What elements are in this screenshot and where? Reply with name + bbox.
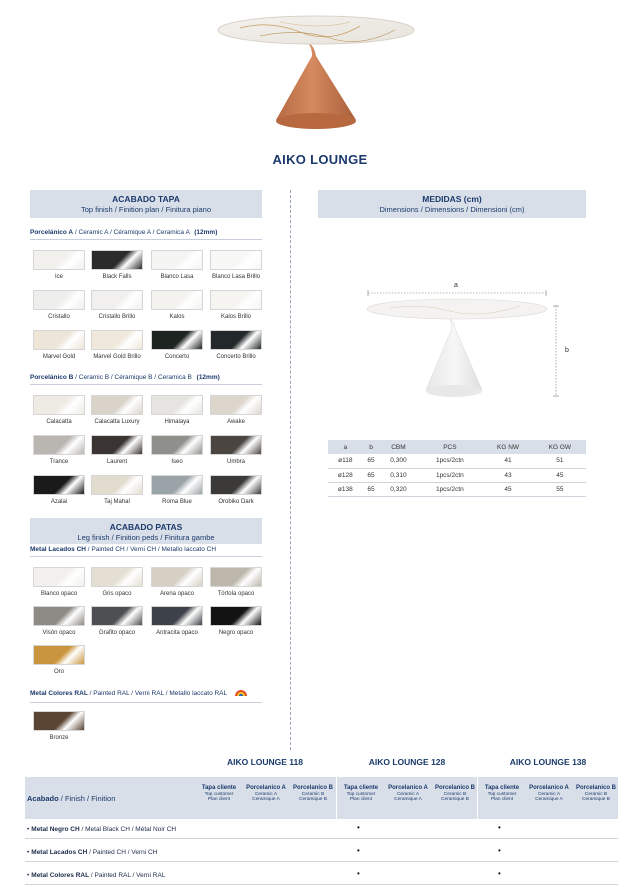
finish-column-header-line: Plan client [490,796,514,802]
model-128-heading: AIKO LOUNGE 128 [368,757,446,767]
availability-mark: • [498,823,501,832]
swatch-label: Bronze [49,735,69,741]
swatch-cristallo [33,290,85,310]
swatch-roma-blue [151,475,203,495]
finish-column-header-line: Plan client [207,796,231,802]
swatch-cristallo-brillo [91,290,143,310]
swatch-label: Cristallo [48,314,70,320]
ceramic-b-rule [30,384,262,385]
dimensions-column-header: a [328,440,363,454]
swatch-calacatta [33,395,85,415]
metal-lacquered-rule [30,556,262,557]
dimensions-cell: 65 [363,454,380,468]
finish-column-header-tapa-cliente [338,785,384,802]
swatch-label: Cristallo Brillo [98,314,136,320]
swatch-label: Umbra [226,459,245,465]
swatch-azalai [33,475,85,495]
finish-column-header-line: Porcelanico A [388,785,428,791]
swatch-grafito-opaco [91,606,143,626]
dimensions-table [328,440,586,497]
bullet-icon: • [27,849,30,856]
dimensions-title: MEDIDAS (cm) [422,194,482,204]
swatch-label: Blanco opaco [40,591,78,597]
ceramic-b-heading: Porcelánico B / Ceramic B / Céramique B / Ceramica B (12mm) [30,374,220,381]
leg-finish-subtitle: Leg finish / Finition peds / Finitura gambe [77,533,215,542]
dimensions-column-header: PCS [417,440,482,454]
finish-column-header-line: Ceramic B [584,791,608,797]
finish-column-header-line: Ceramique A [252,796,280,802]
finish-column-header-line: Plan client [349,796,373,802]
swatch-label: Awake [227,419,245,425]
availability-mark: • [357,846,360,855]
swatch-label: Tórtola opaco [217,591,255,597]
swatch-label: Trance [49,459,69,465]
swatch-label: Marvel Gold [42,354,76,360]
top-finish-subtitle: Top finish / Finition plan / Finitura piano [80,205,212,214]
ceramic-a-rule [30,239,262,240]
finish-column-header-line: Ceramic A [254,791,278,797]
metal-ral-heading: Metal Colores RAL / Painted RAL / Verni RAL / Metallo laccato RAL [30,690,228,697]
swatch-label: Negro opaco [218,630,254,636]
swatch-label: Calacatta [46,419,72,425]
swatch-gris-opaco [91,567,143,587]
finish-column-header-line: Porcelanico A [529,785,569,791]
dimensions-column-header: KG GW [534,440,586,454]
finish-column-header-line: Top customer [204,791,234,797]
dimensions-column-header: CBM [379,440,417,454]
swatch-label: Oro [53,669,64,675]
finish-column-header-line: Ceramique B [582,796,610,802]
swatch-calacatta-luxury [91,395,143,415]
metal-ral-rule [30,702,262,703]
finish-column-header-porcelanico-a [385,785,431,802]
ceramic-a-heading: Porcelánico A / Ceramic A / Céramique A / Ceramica A (12mm) [30,229,218,236]
ral-color-wheel-icon [234,686,248,697]
dimensions-cell: 55 [534,482,586,496]
dimensions-cell: 0,320 [379,482,417,496]
swatch-label: Ice [54,274,63,280]
swatch-laurent [91,435,143,455]
finish-column-header-line: Porcelanico B [292,785,333,791]
dimensions-cell: 65 [363,482,380,496]
finish-row-label: • Metal Negro CH / Metal Black CH / Métal Noir CH [27,826,177,833]
swatch-label: Himalaya [164,419,190,425]
swatch-label: Marvel Gold Brillo [93,354,141,360]
swatch-awake [210,395,262,415]
bullet-icon: • [27,872,30,879]
swatch-label: Orobiko Dark [218,499,254,505]
finish-column-header-line: Top customer [346,791,376,797]
finish-column-header-line: Porcelanico B [434,785,475,791]
finish-column-header-line: Ceramique A [535,796,563,802]
availability-mark: • [498,869,501,878]
finish-table-title: Acabado / Finish / Finition [27,794,116,803]
swatch-label: Concerto [164,354,190,360]
dimensions-cell: 1pcs/2ctn [417,468,482,482]
finish-column-header-line: Ceramic B [301,791,325,797]
swatch-label: Black Falls [102,274,132,280]
metal-lacquered-heading: Metal Lacados CH / Painted CH / Verni CH / Metallo laccato CH [30,546,217,553]
product-hero-image [0,0,640,140]
model-138-heading: AIKO LOUNGE 138 [509,757,587,767]
column-divider [290,190,291,750]
swatch-label: Visón opaco [42,630,76,636]
dimensions-cell: 43 [482,468,533,482]
swatch-label: Concerto Brillo [216,354,256,360]
swatch-taj-mahal [91,475,143,495]
finish-row-label: • Metal Colores RAL / Painted RAL / Verni RAL [27,872,166,879]
swatch-marvel-gold [33,330,85,350]
swatch-label: Laurent [106,459,128,465]
swatch-bronze [33,711,85,731]
finish-column-header-line: Ceramique A [394,796,422,802]
swatch-label: Antracita opaco [156,630,198,636]
dimensions-column-header: b [363,440,380,454]
bullet-icon: • [27,826,30,833]
swatch-marvel-gold-brillo [91,330,143,350]
swatch-black-falls [91,250,143,270]
dimensions-cell: 41 [482,454,533,468]
swatch-label: Taj Mahal [104,499,130,505]
dimensions-cell: ø118 [328,454,363,468]
dimensions-subtitle: Dimensions / Dimensions / Dimensioni (cm) [379,205,525,214]
swatch-vison-opaco [33,606,85,626]
dimensions-row [328,454,586,468]
finish-column-header-tapa-cliente [479,785,525,802]
swatch-label: Roma Blue [162,499,192,505]
swatch-kalos-brillo [210,290,262,310]
dimensions-cell: 1pcs/2ctn [417,454,482,468]
swatch-label: Calacatta Luxury [94,419,140,425]
model-118-heading: AIKO LOUNGE 118 [226,757,304,767]
finish-column-header-porcelanico-a [243,785,289,802]
dimensions-cell: 1pcs/2ctn [417,482,482,496]
swatch-label: Gris opaco [102,591,132,597]
dimension-label-a: a [454,282,458,289]
table-top [218,16,414,44]
dimensions-cell: ø128 [328,468,363,482]
availability-mark: • [357,869,360,878]
finish-column-header-tapa-cliente [196,785,242,802]
swatch-oro [33,645,85,665]
finish-column-header-line: Tapa cliente [484,785,520,791]
finish-row-label: • Metal Lacados CH / Painted CH / Verni CH [27,849,158,856]
swatch-label: Kalos [169,314,185,320]
dimensions-cell: 0,310 [379,468,417,482]
swatch-blanco-lasa-brillo [210,250,262,270]
leg-finish-header [30,518,262,544]
finish-column-header-porcelanico-b [432,785,478,802]
swatch-label: Grafito opaco [98,630,136,636]
finish-column-header-porcelanico-b [573,785,619,802]
dimensions-cell: 45 [482,482,533,496]
swatch-label: Arena opaco [159,591,195,597]
swatch-label: Azalai [50,499,68,505]
swatch-arena-opaco [151,567,203,587]
availability-mark: • [498,846,501,855]
swatch-antracita-opaco [151,606,203,626]
availability-mark: • [357,823,360,832]
finish-column-header-porcelanico-a [526,785,572,802]
swatch-ice [33,250,85,270]
dimensions-header [318,190,586,218]
page-title: AIKO LOUNGE [272,152,368,167]
swatch-orobiko-dark [210,475,262,495]
dimensions-cell: 51 [534,454,586,468]
swatch-label: Blanco Lasa [160,274,194,280]
dimensions-column-header: KG NW [482,440,533,454]
swatch-label: Iseo [171,459,183,465]
finish-column-header-line: Ceramic B [443,791,467,797]
finish-column-header-line: Ceramique B [299,796,327,802]
swatch-negro-opaco [210,606,262,626]
swatch-blanco-opaco [33,567,85,587]
swatch-concerto [151,330,203,350]
swatch-kalos [151,290,203,310]
dimensions-cell: 0,300 [379,454,417,468]
finish-column-header-line: Porcelanico A [246,785,286,791]
swatch-iseo [151,435,203,455]
swatch-concerto-brillo [210,330,262,350]
finish-column-header-line: Top customer [487,791,517,797]
dimension-drawing [330,276,590,406]
swatch-umbra [210,435,262,455]
finish-column-header-line: Tapa cliente [343,785,379,791]
finish-column-header-line: Ceramic A [537,791,561,797]
swatch-trance [33,435,85,455]
swatch-blanco-lasa [151,250,203,270]
top-finish-title: ACABADO TAPA [112,194,180,204]
finish-column-header-line: Tapa cliente [201,785,237,791]
dimension-label-b: b [565,347,569,354]
dimensions-row [328,468,586,482]
swatch-label: Blanco Lasa Brillo [211,274,261,280]
dimensions-cell: 65 [363,468,380,482]
dimensions-cell: 45 [534,468,586,482]
leg-finish-title: ACABADO PATAS [109,522,183,532]
finish-column-header-line: Porcelanico B [575,785,616,791]
finish-column-header-line: Ceramic A [396,791,420,797]
swatch-label: Kalos Brillo [220,314,251,320]
swatch-tortola-opaco [210,567,262,587]
top-finish-header [30,190,262,218]
drawing-table-top [367,299,547,319]
dimensions-row [328,482,586,496]
finish-column-header-line: Ceramique B [441,796,469,802]
finish-column-header-porcelanico-b [290,785,336,802]
dimensions-cell: ø138 [328,482,363,496]
swatch-himalaya [151,395,203,415]
